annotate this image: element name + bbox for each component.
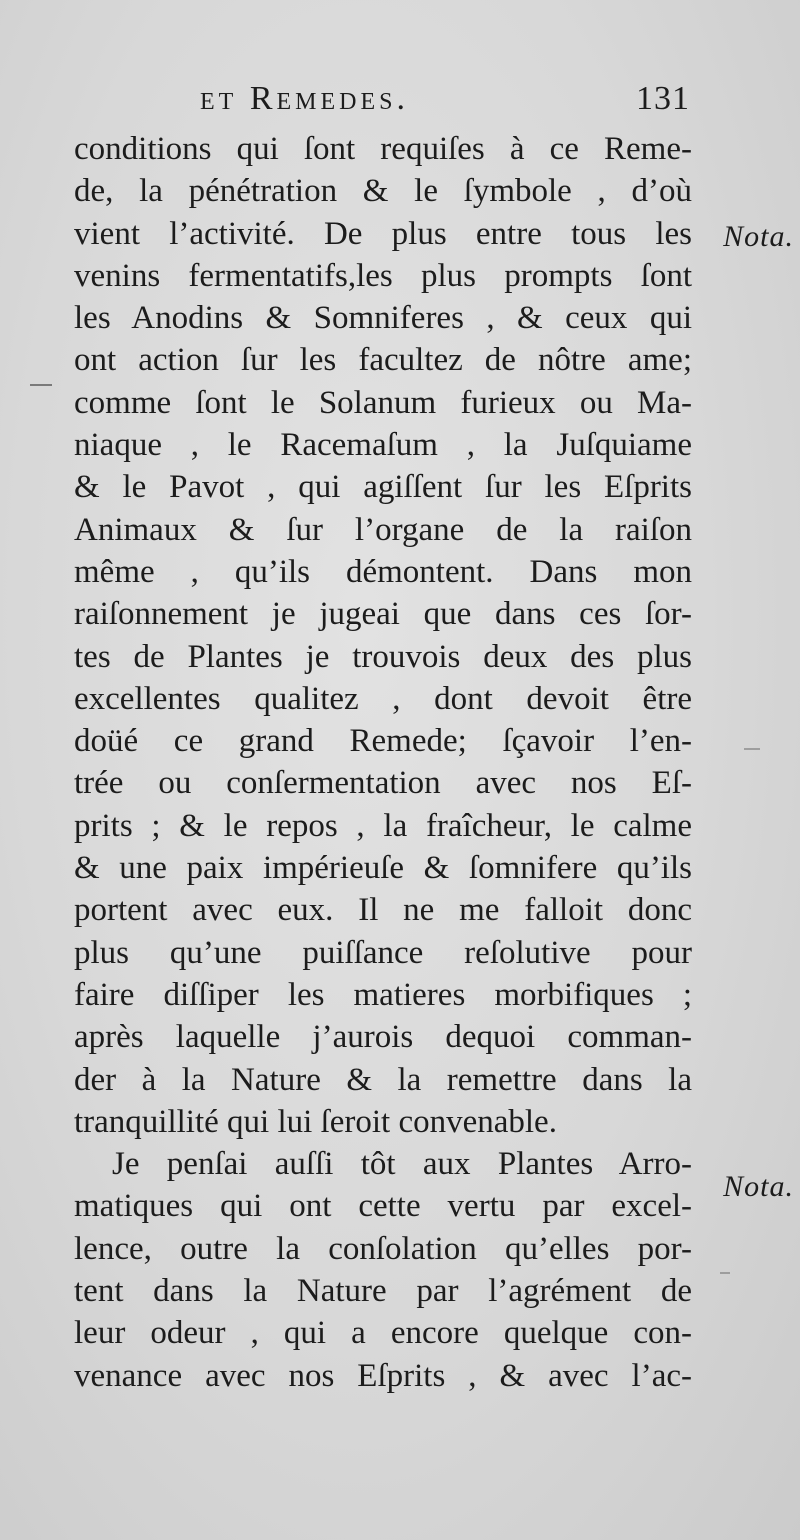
text-line: der à la Nature & la remettre dans la: [74, 1061, 692, 1098]
text-line: trée ou conſermentation avec nos Eſ-: [74, 765, 692, 802]
page-header: [200, 80, 690, 124]
text-line: Animaux & ſur l’organe de la raiſon: [74, 511, 692, 548]
text-line: même , qu’ils démontent. Dans mon: [74, 553, 692, 590]
paragraph-start-line: Je penſai auſſi tôt aux Plantes Arro-: [112, 1146, 692, 1183]
text-line: niaque , le Racemaſum , la Juſquiame: [74, 427, 692, 464]
text-line: matiques qui ont cette vertu par excel-: [74, 1188, 692, 1225]
text-line: & le Pavot , qui agiſſent ſur les Eſprits: [74, 469, 692, 506]
margin-note: Nota.: [723, 220, 794, 253]
text-line: tes de Plantes je trouvois deux des plus: [74, 638, 692, 675]
text-line: raiſonnement je jugeai que dans ces ſor-: [74, 596, 692, 633]
margin-note: Nota.: [723, 1170, 794, 1203]
text-line: vient l’activité. De plus entre tous les: [74, 215, 692, 252]
margin-mark: [720, 1272, 730, 1274]
paragraph-end-line: tranquillité qui lui ſeroit convenable.: [74, 1103, 557, 1140]
margin-mark: [30, 384, 52, 386]
text-line: leur odeur , qui a encore quelque con-: [74, 1315, 692, 1352]
running-head: et Remedes.: [200, 80, 409, 117]
text-line: doüé ce grand Remede; ſçavoir l’en-: [74, 723, 692, 760]
text-line: conditions qui ſont requiſes à ce Reme-: [74, 131, 692, 167]
text-line: portent avec eux. Il ne me falloit donc: [74, 892, 692, 929]
page-number: 131: [636, 80, 690, 117]
text-line: plus qu’une puiſſance reſolutive pour: [74, 934, 692, 971]
text-line: & une paix impérieuſe & ſomnifere qu’ils: [74, 850, 692, 887]
text-line: tent dans la Nature par l’agrément de: [74, 1273, 692, 1310]
body-text: [74, 128, 692, 1397]
text-line: excellentes qualitez , dont devoit être: [74, 680, 692, 717]
text-line: ont action ſur les facultez de nôtre ame;: [74, 342, 692, 379]
text-line: venins fermentatifs,les plus prompts ſont: [74, 257, 692, 294]
text-line: de, la pénétration & le ſymbole , d’où: [74, 173, 692, 210]
text-line: après laquelle j’aurois dequoi comman-: [74, 1019, 692, 1056]
text-line: les Anodins & Somniferes , & ceux qui: [74, 300, 692, 337]
text-line: comme ſont le Solanum furieux ou Ma-: [74, 384, 692, 421]
text-line: prits ; & le repos , la fraîcheur, le calme: [74, 807, 692, 844]
text-line: lence, outre la conſolation qu’elles por-: [74, 1230, 692, 1267]
margin-mark: [744, 748, 760, 750]
text-line: venance avec nos Eſprits , & avec l’ac-: [74, 1357, 692, 1394]
text-line: faire diſſiper les matieres morbifiques ;: [74, 976, 692, 1013]
